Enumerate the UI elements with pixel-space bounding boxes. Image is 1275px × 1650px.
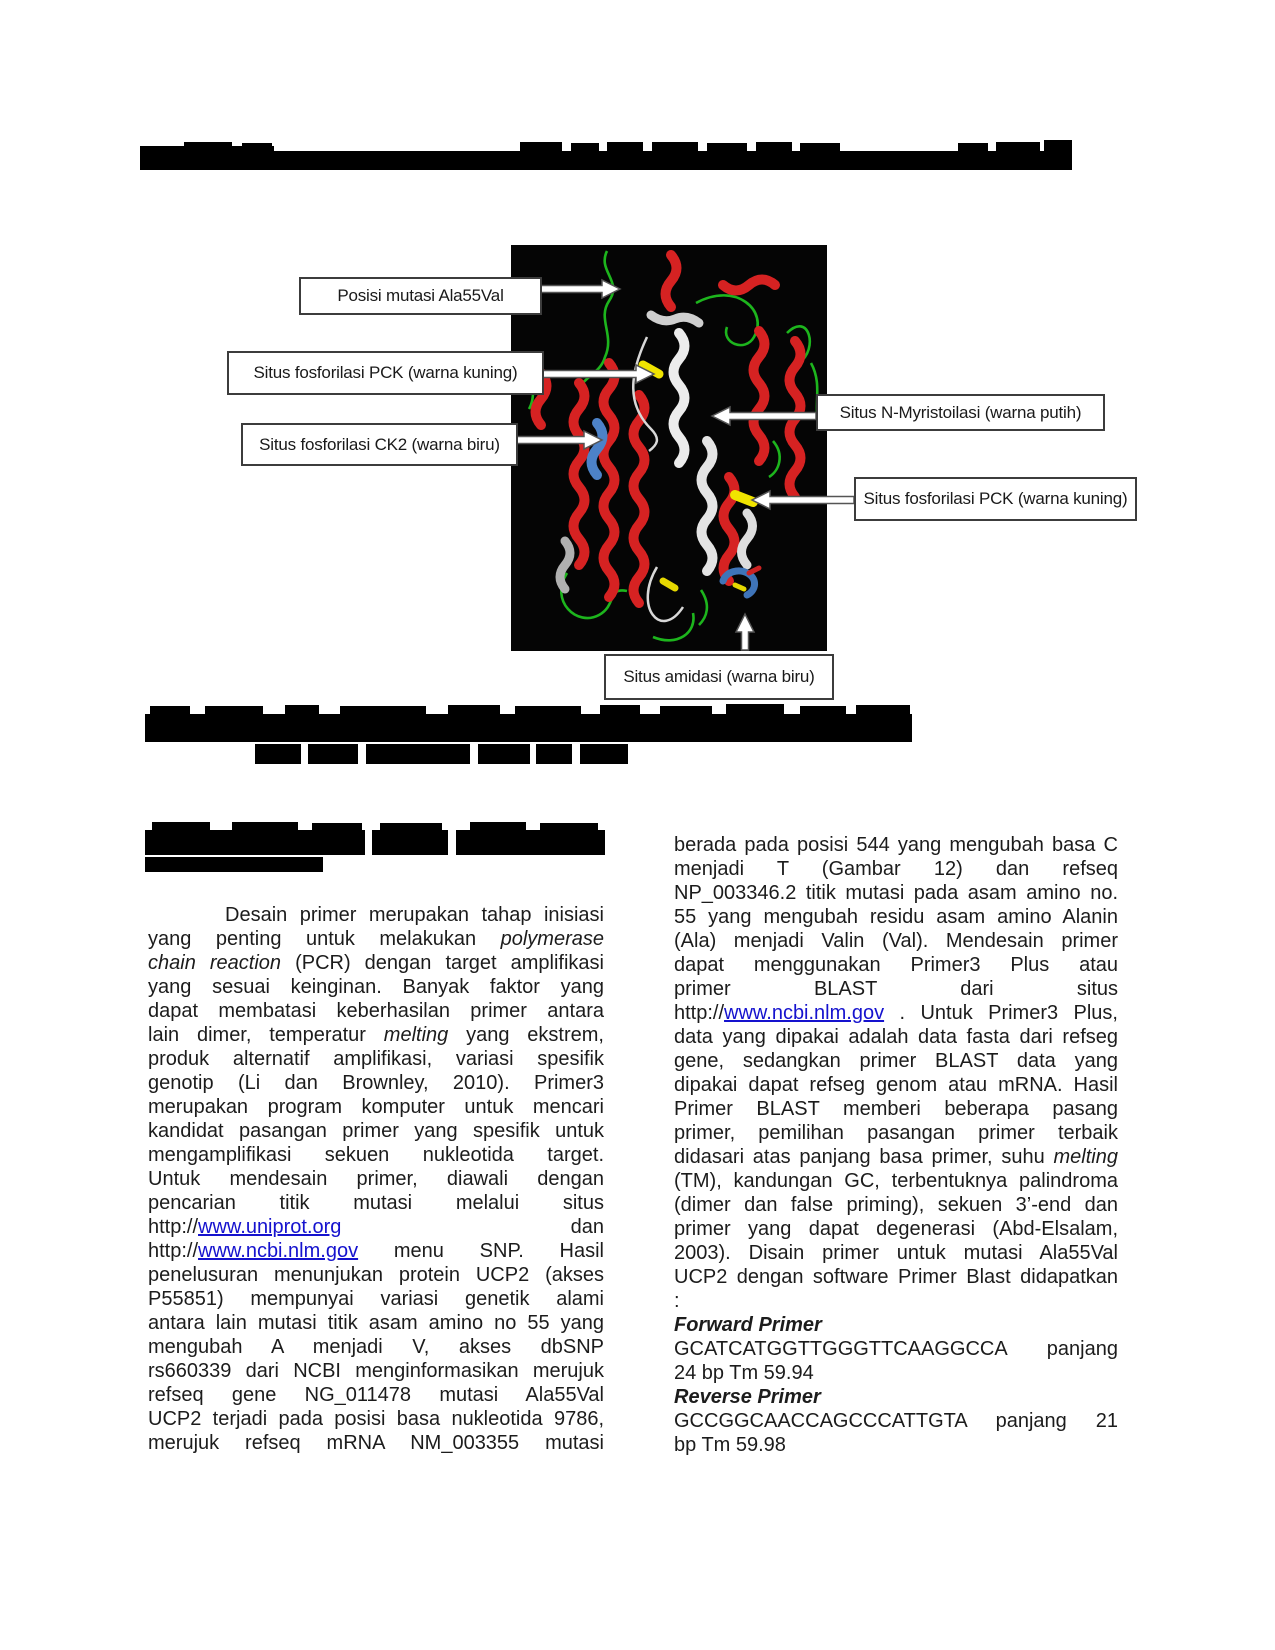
- text-run: http://: [148, 1240, 199, 1262]
- right-text-column: [674, 833, 1118, 1457]
- text-line: [148, 1383, 604, 1407]
- text-run: pencarian titik mutasi melalui situs: [148, 1192, 604, 1214]
- text-run: lain dimer, temperatur: [148, 1024, 384, 1046]
- text-line: [148, 1407, 604, 1431]
- text-line: [148, 1167, 604, 1191]
- text-run: UCP2 terjadi pada posisi basa nukleotida 9786,: [148, 1408, 604, 1430]
- text-run: dapat menggunakan Primer3 Plus atau: [674, 954, 1118, 976]
- text-line: [148, 1311, 604, 1335]
- text-line: [674, 1145, 1118, 1169]
- text-run: GCCGGCAACCAGCCCATTGTA panjang 21: [674, 1410, 1118, 1432]
- text-line: [148, 1047, 604, 1071]
- label-posisi-mutasi: [299, 277, 542, 315]
- emphasized-text: polymerase: [500, 928, 604, 950]
- label-text: Posisi mutasi Ala55Val: [337, 286, 504, 305]
- text-line: [674, 1241, 1118, 1265]
- text-run: NP_003346.2 titik mutasi pada asam amino no.: [674, 882, 1118, 904]
- label-text: Situs amidasi (warna biru): [623, 667, 815, 686]
- text-line: [674, 1361, 1118, 1385]
- text-run: primer yang dapat degenerasi (Abd-Elsalam,: [674, 1218, 1118, 1240]
- text-line: [148, 1143, 604, 1167]
- text-run: genotip (Li dan Brownley, 2010). Primer3: [148, 1072, 604, 1094]
- text-line: [674, 977, 1118, 1001]
- link[interactable]: www.ncbi.nlm.gov: [724, 1002, 885, 1024]
- text-run: http://: [674, 1002, 725, 1024]
- text-run: didasari atas panjang basa primer, suhu: [674, 1146, 1054, 1168]
- text-run: dan: [341, 1216, 604, 1238]
- text-run: :: [674, 1290, 680, 1312]
- text-line: [148, 1119, 604, 1143]
- emphasized-text: melting: [383, 1024, 449, 1046]
- text-run: UCP2 dengan software Primer Blast didapatkan: [674, 1266, 1118, 1288]
- label-text: Situs fosforilasi PCK (warna kuning): [253, 363, 518, 382]
- label-text: Situs fosforilasi CK2 (warna biru): [259, 434, 500, 454]
- protein-structure-figure: [511, 245, 827, 651]
- text-run: dapat membatasi keberhasilan primer antara: [148, 1000, 604, 1022]
- text-run: 2003). Disain primer untuk mutasi Ala55Val: [674, 1242, 1118, 1264]
- text-line: [674, 1025, 1118, 1049]
- text-line: [148, 951, 604, 975]
- text-line: [148, 999, 604, 1023]
- site-pck-yellow-lower: [735, 495, 753, 502]
- label-ck2: [241, 423, 518, 466]
- text-line: [148, 903, 604, 927]
- text-line: [148, 1191, 604, 1215]
- text-line: [674, 1337, 1118, 1361]
- text-run: gene, sedangkan primer BLAST data yang: [674, 1050, 1118, 1072]
- text-line: [674, 1409, 1118, 1433]
- text-line: [148, 1335, 604, 1359]
- text-line: [674, 905, 1118, 929]
- label-text: Situs fosforilasi PCK (warna kuning): [863, 489, 1128, 508]
- text-run: 24 bp Tm 59.94: [674, 1362, 814, 1384]
- link[interactable]: www.ncbi.nlm.gov: [198, 1240, 359, 1262]
- text-run: (Ala) menjadi Valin (Val). Mendesain primer: [674, 930, 1118, 952]
- text-run: berada pada posisi 544 yang mengubah basa C: [674, 834, 1118, 856]
- text-run: (PCR) dengan target amplifikasi: [281, 952, 604, 974]
- text-line: [148, 1023, 604, 1047]
- link[interactable]: www.uniprot.org: [198, 1216, 342, 1238]
- text-line: [148, 1239, 604, 1263]
- text-line: [148, 1263, 604, 1287]
- text-line: [148, 1071, 604, 1095]
- text-run: dipakai dapat refseg genom atau mRNA. Hasil: [674, 1074, 1118, 1096]
- text-run: Primer BLAST memberi beberapa pasang: [674, 1098, 1118, 1120]
- text-line: [148, 927, 604, 951]
- text-run: menu SNP. Hasil: [358, 1240, 604, 1262]
- text-run: yang penting untuk melakukan: [148, 928, 501, 950]
- text-line: [148, 1359, 604, 1383]
- text-run: antara lain mutasi titik asam amino no 55 yang: [148, 1312, 604, 1334]
- text-line: [674, 953, 1118, 977]
- text-line: [674, 857, 1118, 881]
- text-run: merujuk refseq mRNA NM_003355 mutasi: [148, 1432, 604, 1454]
- text-run: GCATCATGGTTGGGTTCAAGGCCA panjang: [674, 1338, 1118, 1360]
- text-run: Untuk mendesain primer, diawali dengan: [148, 1168, 604, 1190]
- text-run: mengamplifikasi sekuen nukleotida target.: [148, 1144, 604, 1166]
- text-line: [674, 1289, 1118, 1313]
- text-run: P55851) mempunyai variasi genetik alami: [148, 1288, 604, 1310]
- text-line: [148, 1431, 604, 1455]
- text-run: rs660339 dari NCBI menginformasikan merujuk: [148, 1360, 604, 1382]
- text-line: [674, 1385, 1118, 1409]
- text-line: [148, 1095, 604, 1119]
- text-run: produk alternatif amplifikasi, variasi spesifik: [148, 1048, 604, 1070]
- text-line: [674, 1193, 1118, 1217]
- text-line: [674, 1313, 1118, 1337]
- label-pck-left: [227, 351, 544, 395]
- emphasized-text: Reverse Primer: [674, 1386, 821, 1408]
- text-run: merupakan program komputer untuk mencari: [148, 1096, 604, 1118]
- text-run: (dimer dan false priming), sekuen 3’-end dan: [674, 1194, 1118, 1216]
- text-run: penelusuran menunjukan protein UCP2 (akses: [148, 1264, 604, 1286]
- text-line: [674, 1265, 1118, 1289]
- text-run: . Untuk Primer3 Plus,: [884, 1002, 1118, 1024]
- text-line: [674, 881, 1118, 905]
- text-line: [148, 1215, 604, 1239]
- text-line: [674, 1001, 1118, 1025]
- text-run: Desain primer merupakan tahap inisiasi: [225, 904, 604, 926]
- text-run: data yang dipakai adalah data fasta dari refseg: [674, 1026, 1118, 1048]
- text-line: [674, 1073, 1118, 1097]
- text-run: menjadi T (Gambar 12) dan refseq: [674, 858, 1118, 880]
- emphasized-text: chain reaction: [148, 952, 282, 974]
- text-line: [148, 975, 604, 999]
- text-run: yang sesuai keinginan. Banyak faktor yang: [148, 976, 604, 998]
- label-text: Situs N-Myristoilasi (warna putih): [839, 402, 1082, 422]
- text-run: primer, pemilihan pasangan primer terbaik: [674, 1122, 1118, 1144]
- label-myristoilasi: [816, 394, 1105, 431]
- text-run: primer BLAST dari situs: [674, 978, 1118, 1000]
- text-line: [674, 1121, 1118, 1145]
- text-line: [674, 1433, 1118, 1457]
- text-run: refseq gene NG_011478 mutasi Ala55Val: [148, 1384, 604, 1406]
- label-amidasi: [604, 654, 834, 700]
- text-run: (TM), kandungan GC, terbentuknya palindroma: [674, 1170, 1118, 1192]
- text-run: 55 yang mengubah residu asam amino Alanin: [674, 906, 1118, 928]
- text-line: [674, 1049, 1118, 1073]
- text-line: [674, 929, 1118, 953]
- emphasized-text: melting: [1053, 1146, 1118, 1168]
- text-line: [148, 1287, 604, 1311]
- text-line: [674, 1169, 1118, 1193]
- text-run: yang ekstrem,: [448, 1024, 604, 1046]
- left-text-column: [148, 903, 604, 1455]
- label-pck-right: [854, 477, 1137, 521]
- text-run: kandidat pasangan primer yang spesifik untuk: [148, 1120, 604, 1142]
- text-line: [674, 1097, 1118, 1121]
- emphasized-text: Forward Primer: [674, 1314, 822, 1336]
- text-run: bp Tm 59.98: [674, 1434, 786, 1456]
- text-line: [674, 1217, 1118, 1241]
- text-run: http://: [148, 1216, 199, 1238]
- text-line: [674, 833, 1118, 857]
- text-run: mengubah A menjadi V, akses dbSNP: [148, 1336, 604, 1358]
